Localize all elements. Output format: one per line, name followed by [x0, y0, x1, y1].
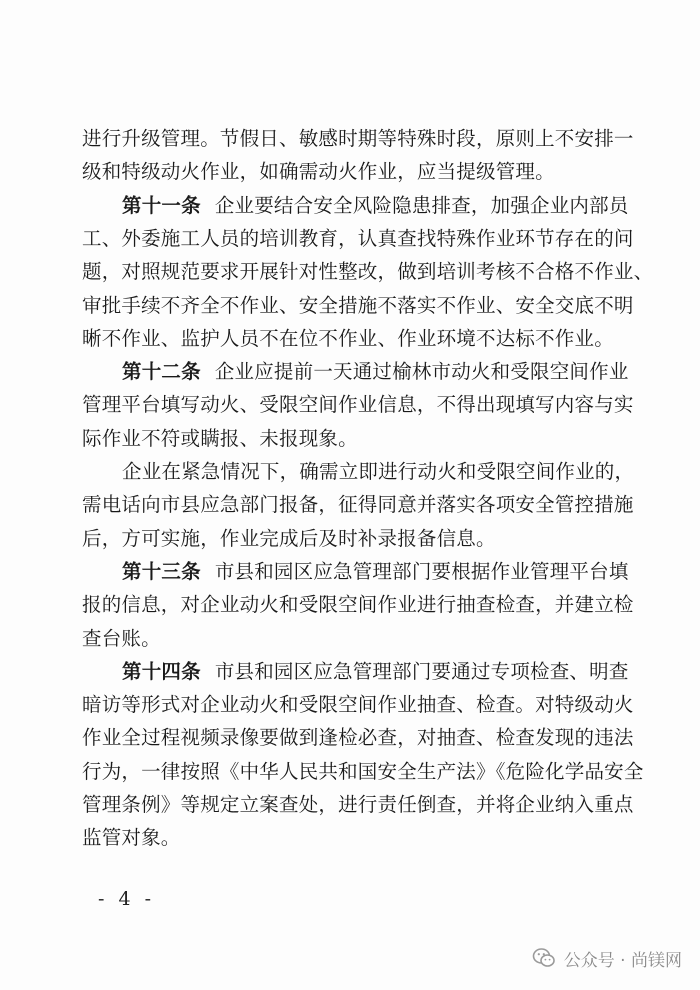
- text-line: [122, 457, 635, 487]
- text-line: [82, 823, 622, 853]
- line-text: 作业全过程视频录像要做到逢检必查，对抽查、检查发现的违法: [82, 726, 634, 750]
- text-line: [122, 557, 629, 587]
- article-label: 第十二条: [122, 360, 201, 384]
- line-text: 需电话向市县应急部门报备，征得同意并落实各项安全管控措施: [82, 493, 634, 517]
- line-text: 企业应提前一天通过榆林市动火和受限空间作业: [214, 360, 629, 384]
- line-text: 企业在紧急情况下，确需立即进行动火和受限空间作业的，: [122, 460, 635, 483]
- line-text: 暗访等形式对企业动火和受限空间作业抽查、检查。对特级动火: [82, 693, 634, 717]
- line-text: 市县和园区应急管理部门要根据作业管理平台填: [214, 559, 629, 583]
- text-line: [82, 224, 634, 254]
- line-text: 监管对象。: [82, 826, 181, 850]
- text-line: [82, 390, 634, 420]
- text-line: [82, 690, 634, 720]
- line-text: 查台账。: [82, 626, 161, 650]
- text-line: [82, 723, 634, 753]
- watermark-text: 公众号 · 尚镁网: [563, 950, 682, 971]
- text-line: [82, 157, 622, 187]
- text-line: [82, 757, 644, 787]
- line-text: 管理平台填写动火、受限空间作业信息，不得出现填写内容与实: [82, 393, 634, 417]
- line-text: 工、外委施工人员的培训教育，认真查找特殊作业环节存在的问: [82, 226, 634, 250]
- text-line: [82, 291, 634, 321]
- text-line: [122, 357, 629, 387]
- text-line: [82, 790, 634, 820]
- wechat-icon: [532, 947, 556, 969]
- text-line: [82, 257, 654, 287]
- text-line: [82, 524, 622, 554]
- line-text: 审批手续不齐全不作业、安全措施不落实不作业、安全交底不明: [82, 293, 634, 317]
- line-text: 企业要结合安全风险隐患排查，加强企业内部员: [214, 193, 629, 217]
- article-label: 第十四条: [122, 659, 201, 683]
- line-text: 际作业不符或瞒报、未报现象。: [82, 426, 358, 450]
- watermark: [532, 943, 682, 973]
- text-line: [82, 124, 634, 154]
- line-text: 后，方可实施，作业完成后及时补录报备信息。: [82, 526, 496, 550]
- line-text: 题，对照规范要求开展针对性整改，做到培训考核不合格不作业、: [82, 260, 654, 284]
- text-line: [82, 624, 622, 654]
- page-number: - 4 -: [98, 888, 156, 910]
- text-line: [82, 324, 622, 354]
- text-line: [82, 590, 634, 620]
- line-text: 管理条例》等规定立案查处，进行责任倒查，并将企业纳入重点: [82, 793, 634, 816]
- text-line: [122, 191, 629, 221]
- line-text: 进行升级管理。节假日、敏感时期等特殊时段，原则上不安排一: [82, 127, 634, 150]
- article-label: 第十一条: [122, 193, 201, 217]
- text-line: [82, 424, 622, 454]
- line-text: 市县和园区应急管理部门要通过专项检查、明查: [214, 659, 629, 683]
- line-text: 行为，一律按照《中华人民共和国安全生产法》《危险化学品安全: [82, 759, 644, 783]
- line-text: 晰不作业、监护人员不在位不作业、作业环境不达标不作业。: [82, 326, 614, 350]
- line-text: 报的信息，对企业动火和受限空间作业进行抽查检查，并建立检: [82, 593, 634, 617]
- text-line: [82, 490, 634, 520]
- line-text: 级和特级动火作业，如确需动火作业，应当提级管理。: [82, 160, 555, 184]
- article-label: 第十三条: [122, 559, 201, 583]
- text-line: [122, 657, 629, 687]
